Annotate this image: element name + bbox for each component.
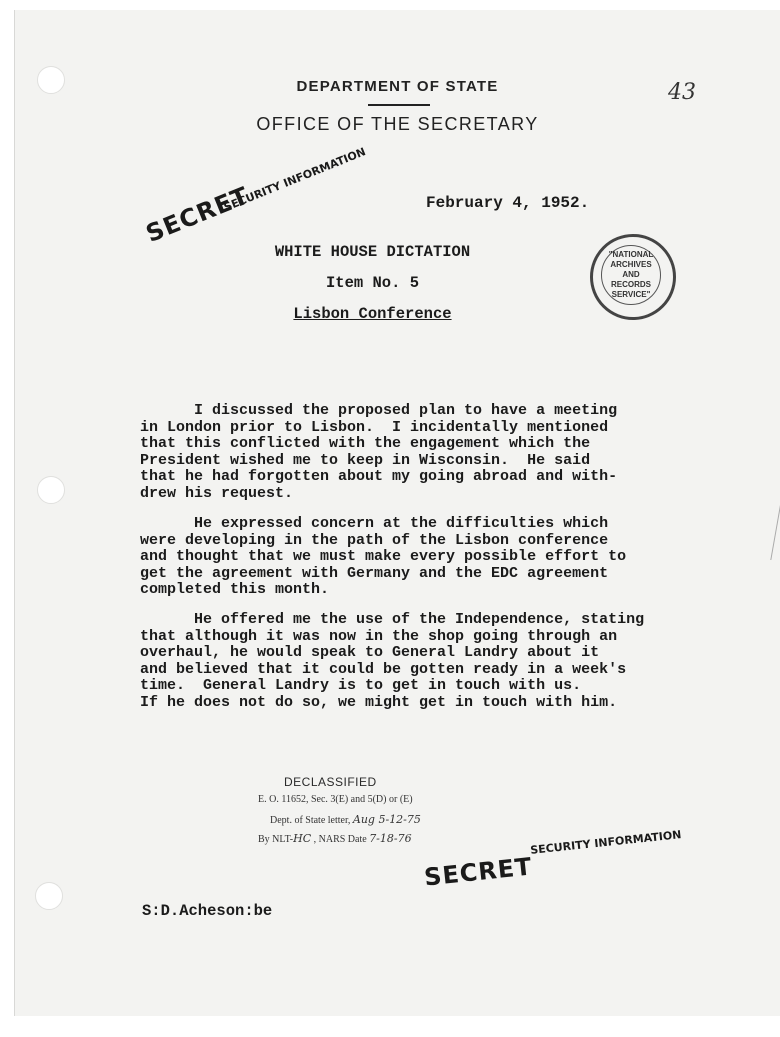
secret-stamp-top: SECRET (142, 181, 254, 248)
department-heading: DEPARTMENT OF STATE (296, 78, 499, 95)
secret-stamp-bottom: SECRET (422, 852, 534, 892)
declassified-authority: E. O. 11652, Sec. 3(E) and 5(D) or (E) (258, 794, 413, 805)
by-label: By NLT- (258, 834, 294, 845)
security-information-stamp-bottom: SECURITY INFORMATION (529, 828, 682, 857)
paragraph-2: He expressed concern at the difficulties which were developing in the path of the Lisbon conference and thought that we must make every possible effort to get the agreement with Germany and the EDC agreement completed this month. (140, 515, 627, 598)
nars-date: 7-18-76 (369, 832, 412, 845)
declassified-by (258, 832, 412, 845)
paragraph-3: He offered me the use of the Independence, stating that although it was now in the shop going through an overhaul, he would speak to General Landry about it and believed that it could be gotten ready in a week's time. General Landry is to get in touch with us. If he does not do so, we might get in touch with him. (140, 611, 645, 711)
reviewer-initials: HC (293, 832, 312, 845)
page-number: 43 (668, 80, 696, 105)
memo-subject: Lisbon Conference (293, 305, 452, 323)
signature-reference: S:D.Acheson:be (142, 902, 273, 920)
letter-handwritten-ref: Aug 5-12-75 (352, 813, 421, 826)
seal-line: "NATIONAL (608, 250, 654, 259)
seal-line: ARCHIVES AND (610, 260, 652, 279)
office-heading: OFFICE OF THE SECRETARY (256, 114, 539, 134)
punch-hole (35, 882, 63, 910)
punch-hole (37, 476, 65, 504)
heading-rule (368, 104, 430, 106)
document-page (14, 10, 780, 1016)
memo-date: February 4, 1952. (426, 194, 590, 212)
seal-line: SERVICE" (611, 290, 651, 299)
seal-line: RECORDS (610, 280, 651, 289)
memo-item-number: Item No. 5 (325, 274, 419, 292)
declassified-letter (270, 813, 421, 826)
security-information-stamp-top: SECURITY INFORMATION (222, 145, 368, 215)
memo-title: WHITE HOUSE DICTATION (274, 243, 471, 261)
letter-label: Dept. of State letter, (270, 815, 353, 826)
library-seal (590, 234, 676, 320)
nars-date-label: , NARS Date (311, 834, 370, 845)
paragraph-1: I discussed the proposed plan to have a meeting in London prior to Lisbon. I incidentally mentioned that this conflicted with the engagement which the President wished me to keep in Wisconsin. He said that he had forgotten about my going abroad and with- drew his request. (140, 402, 618, 502)
declassified-stamp-title: DECLASSIFIED (284, 775, 377, 789)
